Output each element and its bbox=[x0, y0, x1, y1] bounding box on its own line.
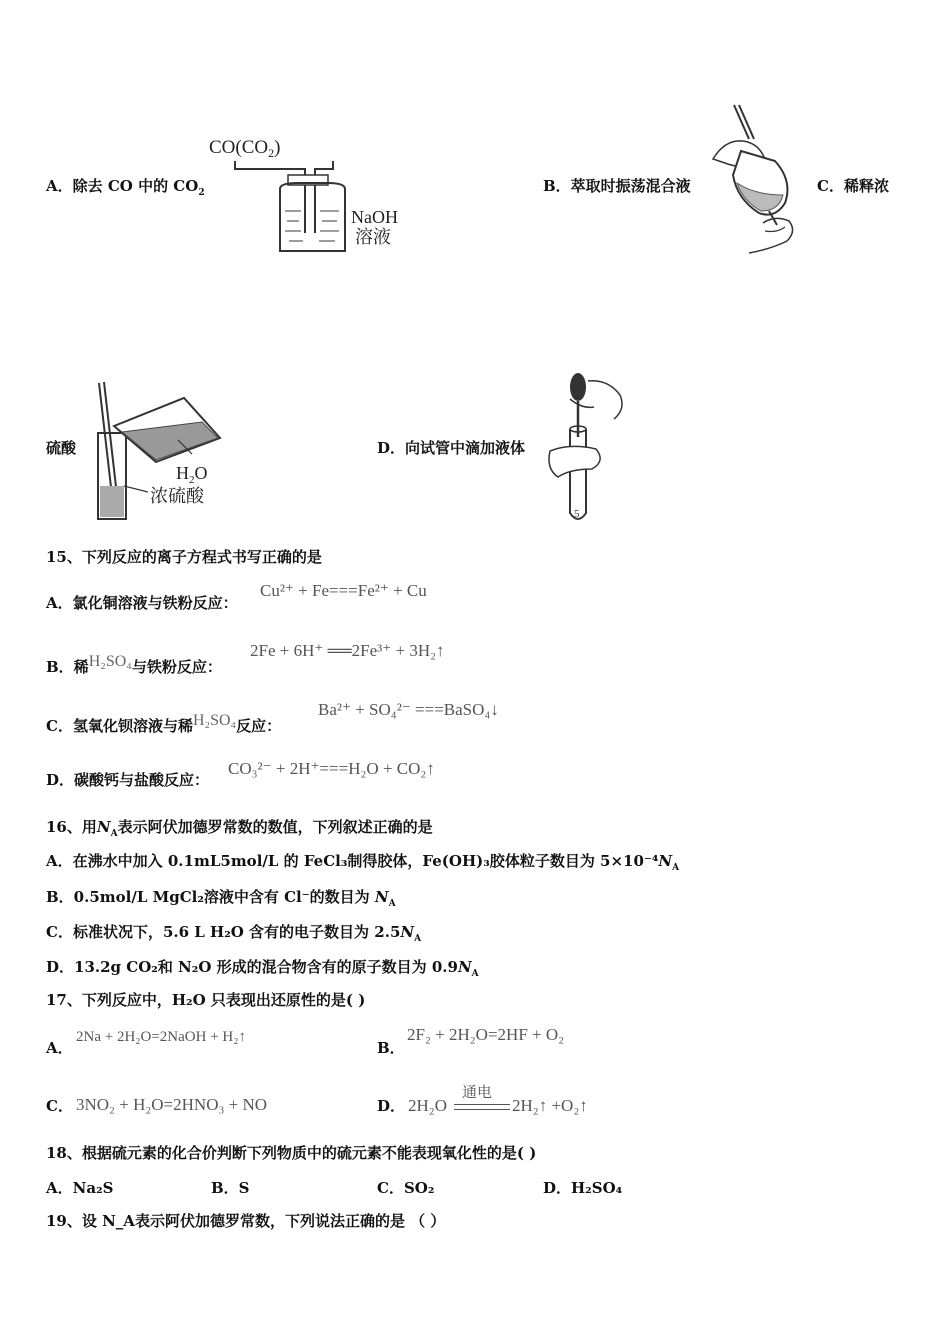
q17-option-c-label: C． bbox=[46, 1097, 73, 1115]
q18-option-d: D．H₂SO₄ bbox=[543, 1179, 623, 1197]
q15-option-c-label: C．氢氧化钡溶液与稀H₂SO₄反应： bbox=[46, 712, 282, 735]
q18-option-c: C．SO₂ bbox=[377, 1179, 435, 1197]
dilute-sulfuric-acid-figure bbox=[92, 378, 232, 523]
q17-option-a-equation: 2Na + 2H₂O=2NaOH + H₂↑ bbox=[76, 1029, 246, 1045]
gas-washing-bottle-figure bbox=[205, 133, 425, 258]
q16-option-d: D．13.2g CO₂和 N₂O 形成的混合物含有的原子数目为 $0.9N_A$ bbox=[46, 958, 479, 979]
q17-option-b-equation: 2F₂ + 2H₂O=2HF + O₂ bbox=[407, 1025, 565, 1044]
q14-option-b: B．萃取时振荡混合液 bbox=[543, 177, 691, 195]
q19-stem: 19、设 N_A表示阿伏加德罗常数，下列说法正确的是 （ ） bbox=[46, 1212, 446, 1230]
fig-water-label: $H_2O$ bbox=[176, 463, 208, 486]
fig-naoh-label: NaOH bbox=[351, 207, 398, 227]
q17-option-d-eq-left: 2H₂O bbox=[408, 1096, 447, 1115]
q18-option-a: A．Na₂S bbox=[46, 1179, 114, 1197]
q18-option-b: B．S bbox=[211, 1179, 250, 1197]
q15-option-b-equation: 2Fe + 6H⁺ ══2Fe³⁺ + 3H₂↑ bbox=[250, 641, 445, 660]
q16-option-a: A．在沸水中加入 0.1mL5mol/L 的 FeCl₃制得胶体，Fe(OH)₃胶体粒子数目为 $5\times 10^{-4}N_A$ bbox=[46, 852, 680, 873]
fig-acid-label: 浓硫酸 bbox=[150, 486, 204, 506]
q15-option-d-label: D．碳酸钙与盐酸反应： bbox=[46, 771, 210, 789]
q16-stem: 16、用$N_A$表示阿伏加德罗常数的数值，下列叙述正确的是 bbox=[46, 818, 433, 839]
q17-option-d-double-line bbox=[454, 1104, 510, 1110]
q14-option-c: C．稀释浓 bbox=[817, 177, 889, 195]
q15-option-a-label: A．氯化铜溶液与铁粉反应： bbox=[46, 594, 238, 612]
q14-option-d: D．向试管中滴加液体 bbox=[377, 439, 526, 457]
q17-option-d-label: D． bbox=[377, 1097, 406, 1115]
dropper-test-tube-figure bbox=[530, 365, 635, 530]
separatory-funnel-figure bbox=[705, 103, 800, 255]
q16-option-b: B．0.5mol/L MgCl₂溶液中含有 Cl⁻的数目为 $N_A$ bbox=[46, 888, 396, 909]
q14-option-c-continued: 硫酸 bbox=[46, 439, 77, 457]
q17-option-d-condition: 通电 bbox=[462, 1085, 493, 1101]
q17-option-b-label: B． bbox=[377, 1039, 405, 1057]
q16-option-c: C．标准状况下，5.6 L H₂O 含有的电子数目为 $2.5N_A$ bbox=[46, 923, 422, 944]
q15-option-d-equation: CO₃²⁻ + 2H⁺===H₂O + CO₂↑ bbox=[228, 759, 435, 778]
q17-option-c-equation: 3NO₂ + H₂O=2HNO₃ + NO bbox=[76, 1095, 268, 1114]
fig-solution-label: 溶液 bbox=[355, 227, 391, 247]
q15-option-b-label: B．稀H₂SO₄与铁粉反应： bbox=[46, 653, 222, 676]
q15-stem: 15、下列反应的离子方程式书写正确的是 bbox=[46, 548, 322, 566]
q14-option-a: A．除去 CO 中的 $CO_2$ bbox=[46, 177, 205, 198]
q18-stem: 18、根据硫元素的化合价判断下列物质中的硫元素不能表现氧化性的是( ) bbox=[46, 1144, 537, 1162]
fig-gas-label: $CO(CO_2)$ bbox=[209, 137, 281, 160]
q15-option-c-equation: Ba²⁺ + SO₄²⁻ ===BaSO₄↓ bbox=[318, 700, 499, 719]
svg-text:5: 5 bbox=[574, 508, 580, 520]
q17-option-a-label: A． bbox=[46, 1039, 73, 1057]
q17-option-d-eq-right: 2H₂↑ +O₂↑ bbox=[512, 1096, 588, 1115]
q15-option-a-equation: Cu²⁺ + Fe===Fe²⁺ + Cu bbox=[260, 581, 427, 600]
q17-stem: 17、下列反应中，H₂O 只表现出还原性的是( ) bbox=[46, 991, 366, 1009]
